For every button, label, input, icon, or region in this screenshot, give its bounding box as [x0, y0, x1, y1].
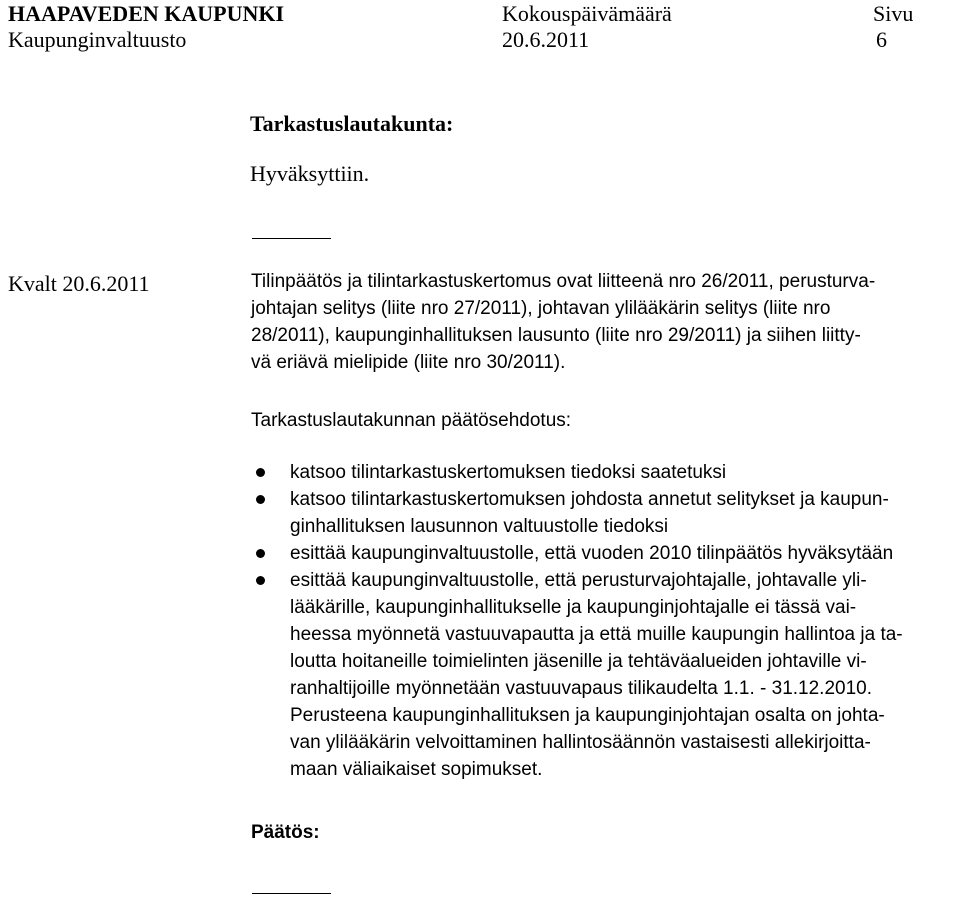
organization-name: HAAPAVEDEN KAUPUNKI — [8, 1, 285, 26]
bullet-marker — [256, 576, 265, 585]
bullet-line: Perusteena kaupunginhallituksen ja kaupunginjohtajan osalta on johta- — [290, 705, 885, 726]
bullet-line: maan väliaikaiset sopimukset. — [290, 759, 543, 780]
bullet-marker — [256, 549, 265, 558]
bullet-marker — [256, 495, 265, 504]
bullet-marker — [256, 468, 265, 477]
separator-line — [252, 238, 331, 239]
bullet-line: lääkärille, kaupunginhallitukselle ja kaupunginjohtajalle ei tässä vai- — [290, 597, 857, 618]
paragraph-line: vä eriävä mielipide (liite nro 30/2011). — [251, 352, 566, 373]
proposal-heading: Tarkastuslautakunnan päätösehdotus: — [251, 410, 572, 431]
bullet-line: ginhallituksen lausunnon valtuustolle tiedoksi — [290, 516, 669, 537]
bullet-line: loutta hoitaneille toimielinten jäsenille ja tehtäväalueiden johtaville vi- — [290, 651, 867, 672]
bullet-line: ranhaltijoille myönnetään vastuuvapaus tilikaudelta 1.1. - 31.12.2010. — [290, 678, 872, 699]
decision-heading: Päätös: — [251, 822, 320, 843]
bullet-line: esittää kaupunginvaltuustolle, että vuoden 2010 tilinpäätös hyväksytään — [290, 543, 894, 564]
bullet-line: katsoo tilintarkastuskertomuksen tiedoksi saatetuksi — [290, 462, 727, 483]
paragraph-line: Tilinpäätös ja tilintarkastuskertomus ovat liitteenä nro 26/2011, perusturva- — [251, 271, 876, 292]
paragraph-line: 28/2011), kaupunginhallituksen lausunto (liite nro 29/2011) ja siihen liitty- — [251, 325, 861, 346]
page-number: 6 — [876, 27, 887, 52]
bullet-line: katsoo tilintarkastuskertomuksen johdosta annetut selitykset ja kaupun- — [290, 489, 889, 510]
meeting-date-label: Kokouspäivämäärä — [502, 1, 672, 26]
bullet-line: van ylilääkärin velvoittaminen hallintosäännön vastaisesti allekirjoitta- — [290, 732, 871, 753]
bullet-line: heessa myönnetä vastuuvapautta ja että muille kaupungin hallintoa ja ta- — [290, 624, 903, 645]
page-label: Sivu — [873, 1, 914, 26]
section-heading: Tarkastuslautakunta: — [250, 111, 454, 136]
meeting-date: 20.6.2011 — [502, 27, 590, 52]
section-text: Hyväksyttiin. — [250, 161, 370, 186]
body-name: Kaupunginvaltuusto — [8, 27, 187, 52]
bullet-line: esittää kaupunginvaltuustolle, että perusturvajohtajalle, johtavalle yli- — [290, 570, 867, 591]
margin-label: Kvalt 20.6.2011 — [8, 271, 150, 296]
separator-line — [252, 893, 331, 894]
paragraph-line: johtajan selitys (liite nro 27/2011), johtavan ylilääkärin selitys (liite nro — [251, 298, 831, 319]
